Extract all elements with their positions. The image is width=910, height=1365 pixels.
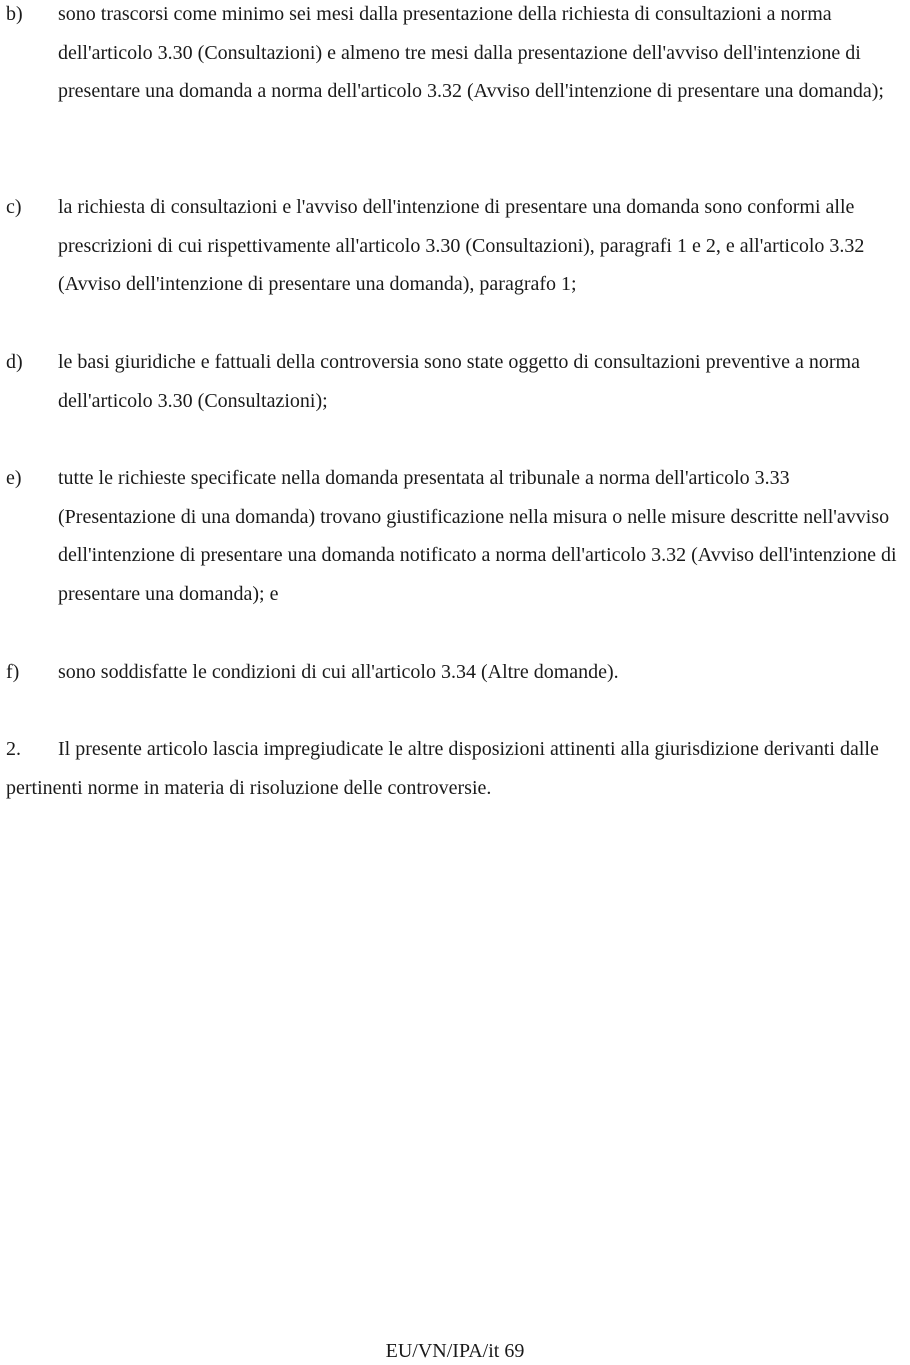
list-item-label: d)	[6, 351, 23, 373]
list-item-text: le basi giuridiche e fattuali della controversia sono state oggetto di consultazioni preventive a norma dell'articolo 3.30 (Consultazioni);	[58, 351, 860, 412]
list-item-label: f)	[6, 661, 20, 683]
list-item-text: sono trascorsi come minimo sei mesi dalla presentazione della richiesta di consultazioni a norma dell'articolo 3.30 (Consultazioni) e almeno tre mesi dalla presentazione dell'avviso dell'intenzione di presentare una domanda a norma dell'articolo 3.32 (Avviso dell'intenzione di presentare una domanda);	[58, 3, 884, 103]
list-item-text: la richiesta di consultazioni e l'avviso dell'intenzione di presentare una domanda sono conformi alle prescrizioni di cui rispettivamente all'articolo 3.30 (Consultazioni), paragrafi 1 e 2, e all'articolo 3.32 (Avviso dell'intenzione di presentare una domanda), paragrafo 1;	[58, 196, 865, 296]
list-item-text: sono soddisfatte le condizioni di cui all'articolo 3.34 (Altre domande).	[58, 661, 619, 683]
list-item-d	[0, 343, 910, 420]
paragraph-text: Il presente articolo lascia impregiudicate le altre disposizioni attinenti alla giurisdizione derivanti dalle pertinenti norme in materia di risoluzione delle controversie.	[6, 738, 879, 799]
list-item-b	[0, 0, 910, 111]
list-item-label: c)	[6, 196, 22, 218]
list-item-f	[0, 653, 910, 692]
list-item-text: tutte le richieste specificate nella domanda presentata al tribunale a norma dell'articolo 3.33 (Presentazione di una domanda) trovano giustificazione nella misura o nelle misure descritte nell'avviso dell'intenzione di presentare una domanda notificato a norma dell'articolo 3.32 (Avviso dell'intenzione di presentare una domanda); e	[58, 467, 897, 605]
list-item-label: b)	[6, 3, 23, 25]
paragraph-2: 2. Il presente articolo lascia impregiudicate le altre disposizioni attinenti alla giurisdizione derivanti dalle pertinenti norme in materia di risoluzione delle controversie.	[6, 738, 879, 799]
list-item-label: e)	[6, 467, 22, 489]
list-item-e	[0, 459, 910, 613]
page-footer-reference: EU/VN/IPA/it 69	[385, 1340, 525, 1362]
list-item-c	[0, 188, 910, 304]
